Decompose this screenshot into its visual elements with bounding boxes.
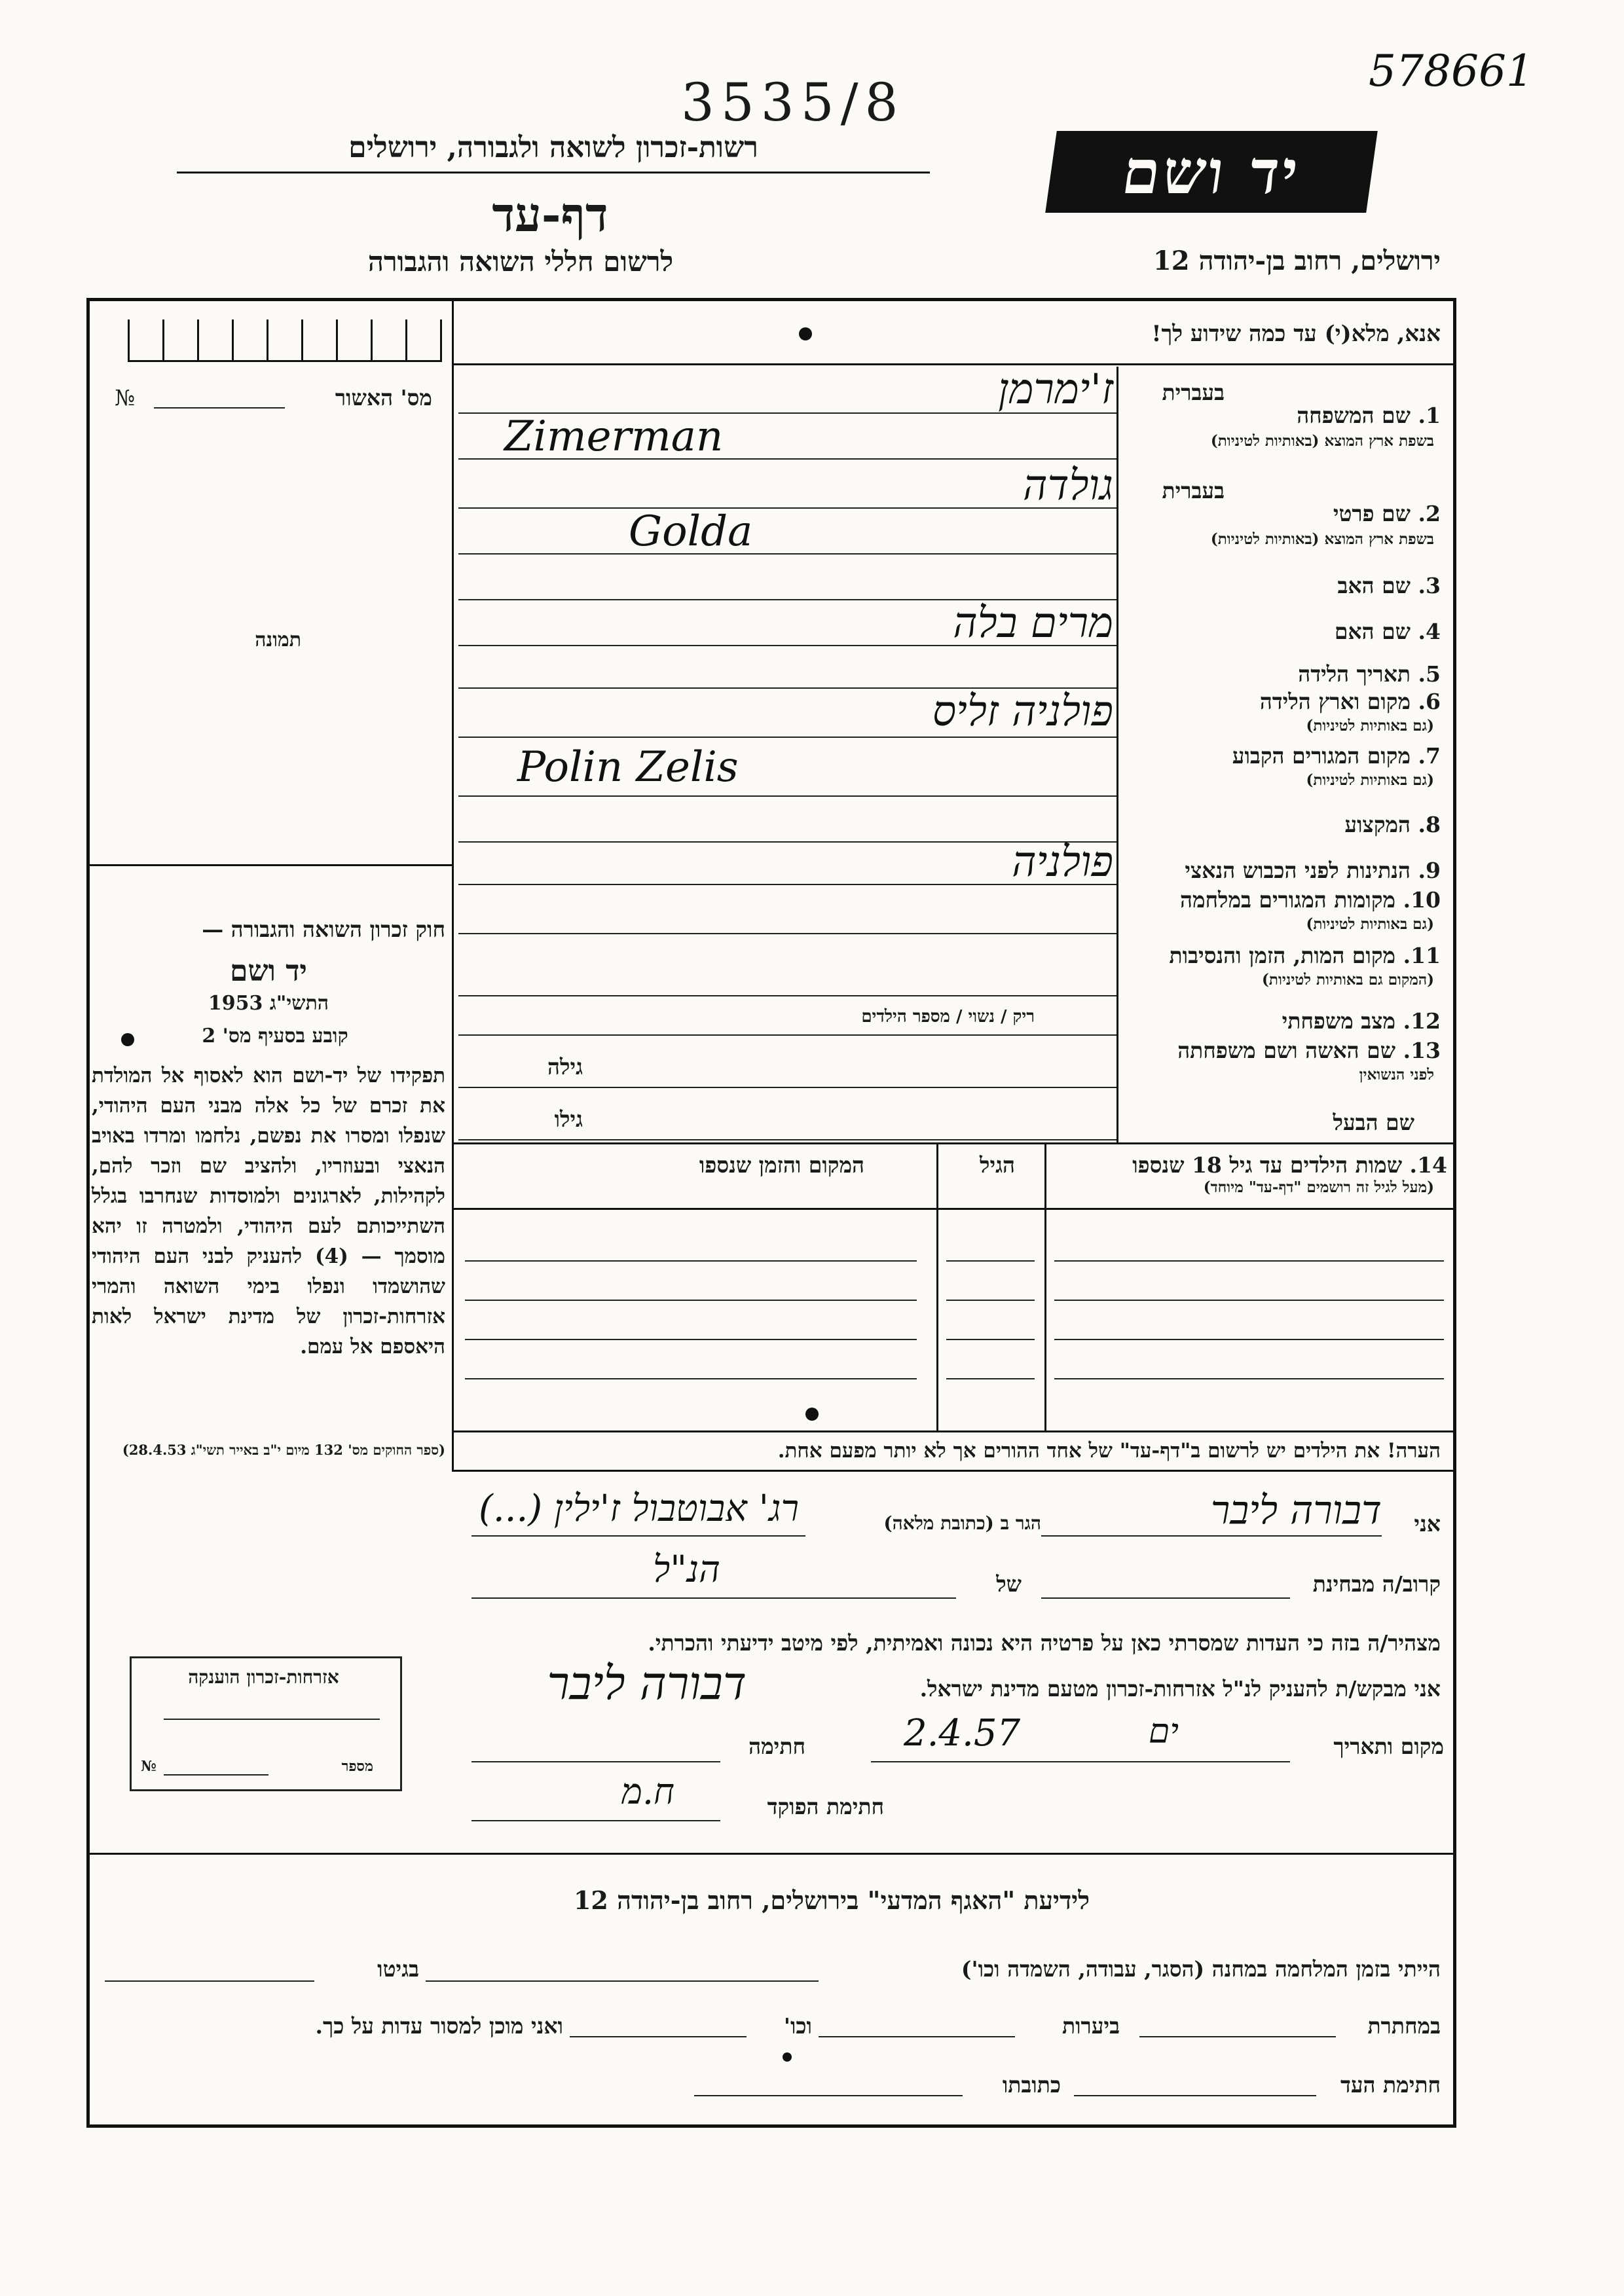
note-bottom — [452, 1470, 1456, 1472]
field1-label: 1. שם המשפחה — [1297, 403, 1441, 428]
witness-forests-field[interactable] — [819, 2036, 1015, 2037]
children-col-divider-2 — [936, 1142, 938, 1430]
witness-title: לידיעת "האגף המדעי" בירושלים, רחוב בן-יהודה 12 — [573, 1886, 1090, 1915]
law-source: (ספר החוקים מס' 132 מיום י"ב באייר תשי"ג 28.4.53) — [122, 1442, 445, 1458]
husband-line[interactable] — [458, 1139, 1116, 1140]
field1-lang: בעברית — [1162, 380, 1225, 405]
field7-label: 7. מקום המגורים הקבוע — [1232, 743, 1441, 769]
field7-value: Polin Zelis — [517, 743, 739, 792]
relation-value: הנ"ל — [653, 1548, 720, 1591]
approval-no-label: № — [115, 385, 136, 410]
field13-line[interactable] — [458, 1087, 1116, 1088]
punch-hole-icon — [783, 2052, 792, 2062]
punch-hole-icon — [799, 327, 812, 340]
org-underline — [177, 172, 930, 173]
field1-latin-value: Zimerman — [504, 412, 724, 461]
officer-field[interactable] — [471, 1820, 720, 1821]
approval-field[interactable] — [154, 407, 285, 409]
children-name-cell[interactable] — [1054, 1378, 1444, 1379]
field1-sub: בשפת ארץ המוצא (באותיות לטיניות) — [1210, 432, 1434, 450]
witness-signature-label: חתימת העד — [1340, 2072, 1441, 2098]
of-field[interactable] — [471, 1597, 956, 1599]
witness-forests: ביערות — [1061, 2013, 1120, 2039]
witness-underground-field[interactable] — [1139, 2036, 1336, 2037]
field2-label: 2. שם פרטי — [1333, 501, 1441, 526]
declarant-name-field[interactable] — [1041, 1535, 1382, 1537]
relation-label: קרוב/ה מבחינת — [1312, 1571, 1441, 1597]
page-subtitle: לרשום חללי השואה והגבורה — [367, 246, 674, 278]
field9-value: פולניה — [1012, 838, 1113, 886]
witness-ready: ואני מוכן למסור עדות על כך. — [315, 2013, 563, 2039]
form-intro: אנא, מלא(י) עד כמה שידוע לך! — [1151, 321, 1441, 347]
law-clause: קובע בסעיף מס' 2 — [202, 1025, 348, 1048]
children-row[interactable] — [465, 1260, 917, 1262]
seal-number-label: מספר — [341, 1758, 373, 1775]
children-header: 14. שמות הילדים עד גיל 18 שנספו — [1132, 1152, 1447, 1178]
place-date-field[interactable] — [871, 1761, 1290, 1762]
declarant-address-value: רג' אבוטבול ז'ילין (...) — [479, 1487, 799, 1530]
place-date-label: מקום ותאריך — [1333, 1734, 1444, 1759]
photo-label: תמונה — [255, 629, 301, 651]
officer-value: ח.מ — [621, 1771, 674, 1812]
witness-ghetto-field[interactable] — [105, 1980, 314, 1982]
witness-address-field[interactable] — [694, 2095, 963, 2096]
witness-signature-field[interactable] — [1074, 2095, 1316, 2096]
place-value: ים — [1148, 1712, 1179, 1751]
field12-label: 12. מצב משפחתי — [1282, 1008, 1441, 1034]
children-header-bottom — [452, 1208, 1456, 1210]
witness-line1: הייתי בזמן המלחמה במחנה (הסגר, עבודה, השמדה וכו') — [961, 1956, 1441, 1982]
witness-underground: במחתרת — [1367, 2013, 1441, 2039]
field3-label: 3. שם האב — [1337, 573, 1441, 598]
field6-line[interactable] — [458, 737, 1116, 738]
law-name: יד ושם — [230, 955, 307, 988]
field1-he-value: ז'ימרמן — [998, 365, 1113, 414]
corner-number: 578661 — [1369, 46, 1534, 96]
photo-area-bottom — [86, 864, 452, 866]
punch-hole-icon — [121, 1033, 134, 1046]
children-row[interactable] — [465, 1300, 917, 1301]
field6-sub: (גם באותיות לטיניות) — [1306, 717, 1434, 735]
declarant-resident-label: הגר ב (כתובת מלאה) — [883, 1512, 1041, 1534]
field8-label: 8. המקצוע — [1344, 812, 1441, 837]
yad-vashem-logo: יד ושם — [1045, 131, 1378, 213]
officer-label: חתימת הפוקד — [767, 1794, 884, 1819]
law-title: חוק זכרון השואה והגבורה — — [202, 917, 445, 942]
children-name-cell[interactable] — [1054, 1339, 1444, 1340]
field11-line[interactable] — [458, 995, 1116, 996]
husband-label: שם הבעל — [1333, 1110, 1414, 1135]
declarant-name-value: דבורה ליבר — [1210, 1487, 1382, 1533]
children-table-bottom — [452, 1430, 1456, 1432]
field2-latin-value: Golda — [629, 507, 753, 556]
law-text: תפקידו של יד-ושם הוא לאסוף אל המולדת את זכרם של כל אלה מבני העם היהודי, שנפלו ומסרו את נפשם, נלחמו ומרדו באויב הנאצי ובעוזריו, ולהציב שם וזכר להם, לקהילות, לארגונים ולמוסדות שנחרבו בגלל השתייכותם לעם היהודי, ולמטרה זו יהא מוסמך — (4) להעניק לבני העם היהודי שהושמדו ונפלו בימי השואה והמרי אזרחות-זכרון של מדינת ישראל לאות היאספם אל עמם. — [92, 1064, 445, 1358]
field10-sub: (גם באותיות לטיניות) — [1306, 915, 1434, 933]
seal-no-label: № — [141, 1758, 157, 1775]
punch-hole-icon — [805, 1408, 819, 1421]
field2-he-value: גולדה — [1023, 462, 1113, 510]
witness-section-top — [86, 1853, 1456, 1855]
witness-line1-end: בגיטו — [377, 1956, 419, 1982]
children-col-divider-1 — [1044, 1142, 1046, 1430]
children-row[interactable] — [465, 1339, 917, 1340]
children-name-cell[interactable] — [1054, 1300, 1444, 1301]
field9-label: 9. הנתינות לפני הכבוש הנאצי — [1185, 858, 1441, 883]
field7-sub: (גם באותיות לטיניות) — [1306, 771, 1434, 789]
date-value: 2.4.57 — [904, 1712, 1021, 1755]
field11-label: 11. מקום המות, הזמן והנסיבות — [1169, 943, 1441, 968]
page-title: דף-עד — [492, 187, 608, 242]
address: ירושלים, רחוב בן-יהודה 12 — [1153, 246, 1441, 276]
field5-label: 5. תאריך הלידה — [1298, 661, 1441, 687]
declarant-address-field[interactable] — [471, 1535, 805, 1537]
signature-label: חתימה — [748, 1734, 805, 1759]
witness-etc: וכו' — [783, 2013, 812, 2039]
field10-line[interactable] — [458, 933, 1116, 934]
field12-line[interactable] — [458, 1034, 1116, 1036]
witness-etc-field[interactable] — [570, 2036, 747, 2037]
field6-label: 6. מקום וארץ הלידה — [1259, 689, 1441, 714]
children-age-cell[interactable] — [946, 1300, 1035, 1301]
personal-section-bottom — [452, 1142, 1456, 1144]
field2-lang: בעברית — [1162, 478, 1225, 503]
husband-age-label: גילו — [554, 1106, 583, 1132]
field10-label: 10. מקומות המגורים במלחמה — [1179, 887, 1441, 913]
field11-sub: (המקום גם באותיות לטיניות) — [1262, 971, 1434, 989]
labels-column-divider — [1116, 367, 1118, 1142]
wife-age-label: גילה — [547, 1054, 583, 1080]
request-text: אני מבקש/ת להעניק לנ"ל אזרחות-זכרון מטעם מדינת ישראל. — [919, 1676, 1441, 1702]
children-age-col: הגיל — [980, 1152, 1015, 1178]
children-age-cell[interactable] — [946, 1260, 1035, 1262]
witness-camp-field[interactable] — [426, 1980, 819, 1982]
children-name-cell[interactable] — [1054, 1260, 1444, 1262]
field7-line[interactable] — [458, 795, 1116, 797]
field4-value: מרים בלה — [953, 599, 1113, 647]
signature-field[interactable] — [471, 1761, 720, 1762]
seal-number-field — [164, 1774, 268, 1776]
marital-options: ריק / נשוי / מספר הילדים — [861, 1007, 1035, 1027]
field13-sub: לפני הנשואין — [1359, 1066, 1434, 1084]
relation-field[interactable] — [1041, 1597, 1290, 1599]
law-year: התשי"ג 1953 — [208, 992, 329, 1015]
seal-line — [164, 1719, 380, 1720]
organization-name: רשות-זכרון לשואה ולגבורה, ירושלים — [348, 131, 758, 164]
declaration-text: מצהיר/ה בזה כי העדות שמסרתי כאן על פרטיה היא נכונה ואמיתית, לפי מיטב ידיעתי והכרתי. — [648, 1630, 1441, 1656]
field6-value: פולניה זליס — [932, 687, 1113, 736]
witness-address-label: כתובתו — [1002, 2072, 1061, 2098]
approval-label: מס' האשור — [335, 385, 432, 410]
field2-sub: בשפת ארץ המוצא (באותיות לטיניות) — [1210, 530, 1434, 548]
approval-boxes — [128, 319, 442, 362]
declarant-i-label: אני — [1414, 1511, 1441, 1537]
children-header-sub: (מעל לגיל זה רושמים "דף-עד" מיוחד) — [1203, 1178, 1434, 1196]
children-note: הערה! את הילדים יש לרשום ב"דף-עד" של אחד ההורים אך לא יותר מפעם אחת. — [777, 1439, 1441, 1463]
signature-value: דבורה ליבר — [547, 1656, 747, 1710]
left-column-divider — [452, 298, 454, 1470]
registration-number: 3535/8 — [681, 72, 905, 133]
field4-label: 4. שם האם — [1334, 619, 1441, 644]
of-label: של — [996, 1571, 1022, 1597]
children-age-cell[interactable] — [946, 1378, 1035, 1379]
children-row[interactable] — [465, 1378, 917, 1379]
children-age-cell[interactable] — [946, 1339, 1035, 1340]
field13-label: 13. שם האשה ושם משפחתה — [1177, 1038, 1441, 1063]
children-place-col: המקום והזמן שנספו — [699, 1152, 864, 1178]
seal-title: אזרחות-זכרון הוענקה — [188, 1666, 339, 1688]
